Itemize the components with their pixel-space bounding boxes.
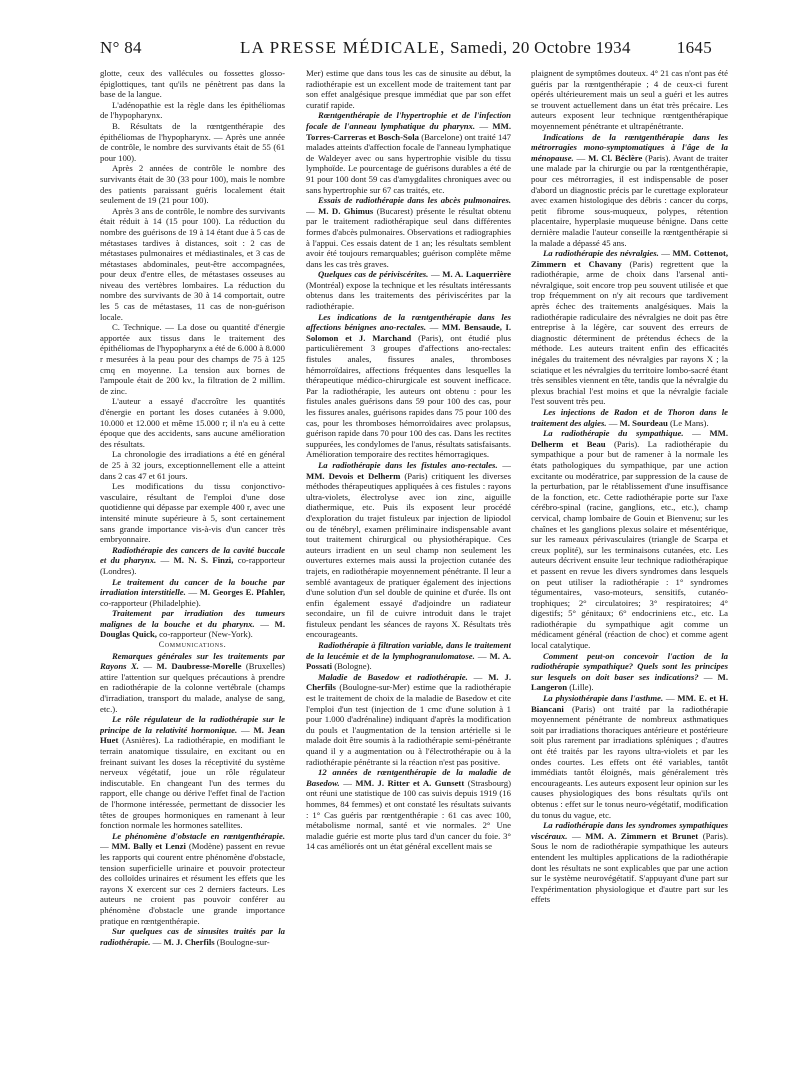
entry-title: La radiothérapie dans les fistules ano-rectales. — [318, 459, 498, 470]
abstract-entry — [100, 608, 285, 640]
entry-author: MM. Cottenot, Zimmern et Chavany — [531, 248, 728, 269]
entry-body: (Paris). Avant de traiter une malade par la chirurgie ou par la rœntgenthérapie, pour ces métrorragies, il est indispensable de poser d'abord un diagnostic précis par le curettage explorateur avec examen histologique des débris : cancer du corps, petit fibrome sous-muqueux, polypes, rétention placentaire, hyperplasie muqueuse bénigne. Dans cette dernière maladie l'auteur conseille la rœntgenthérapie si la malade a dépassé 45 ans. — [531, 152, 728, 248]
entry-separator: — — [254, 618, 275, 629]
entry-body: co-rapporteur (New-York). — [159, 629, 253, 640]
entry-separator: — — [306, 205, 319, 216]
abstract-entry — [306, 195, 511, 269]
section-heading: Communications. — [158, 640, 227, 650]
column-2 — [306, 68, 511, 1068]
abstract-entry — [531, 693, 728, 820]
paragraph: B. Résultats de la rœntgenthérapie des épithéliomas de l'hypopharynx. — Après une année de contrôle, le nombre des survivants était de 55 (61 pour 100). — [100, 120, 285, 163]
entry-title: Traitement par irradiation des tumeurs malignes de la bouche et du pharynx. — [100, 608, 285, 629]
paragraph: Les modifications du tissu conjonctivo-vasculaire, résultant de l'emploi d'une dose quotidienne qui dépasse par exemple 400 r, avec une intensité minute supérieure à 5, sont certainement sans grande importance vis-à-vis d'un cancer très embryonnaire. — [100, 481, 285, 545]
entry-separator: — — [467, 671, 489, 682]
page-number: 1645 — [676, 38, 712, 57]
entry-body: co-rapporteur (Londres). — [100, 555, 285, 576]
entry-author: M. N. S. Finzi, — [173, 555, 234, 566]
entry-title: Essais de radiothérapie dans les abcès pulmonaires. — [318, 195, 511, 206]
issue-date: Samedi, 20 Octobre 1934 — [450, 38, 631, 57]
entry-author: M. A. Possati — [306, 650, 511, 672]
column-1 — [100, 68, 285, 1068]
entry-separator: — — [683, 428, 710, 439]
issue-number: N° 84 — [100, 38, 142, 57]
entry-body: co-rapporteur (Philadelphie). — [100, 597, 201, 608]
abstract-entry — [531, 820, 728, 905]
abstract-entry — [306, 460, 511, 640]
entry-title: Maladie de Basedow et radiothérapie. — [318, 671, 468, 682]
entry-body: (Barcelone) ont traité 147 malades atteints d'affection focale de l'anneau lymphatique de Waldeyer avec ou sans hypertrophie visible du tissu lymphoïde. Le pourcentage de guérisons durables a été de 91 pour 100 dont 59 cas d'amygdalites chroniques avec ou sans hypertrophie sur 67 cas traités, etc. — [306, 131, 511, 195]
page-header — [100, 38, 712, 64]
entry-title: La radiothérapie des névralgies. — [543, 248, 659, 259]
entry-title: La radiothérapie du sympathique. — [543, 428, 684, 439]
journal-title: LA PRESSE MÉDICALE, — [240, 38, 446, 57]
entry-title: Les indications de la rœntgenthérapie dans les affections bénignes ano-rectales. — [306, 311, 511, 333]
entry-separator: — — [474, 650, 490, 661]
abstract-entry — [306, 672, 511, 767]
entry-title: Comment peut-on concevoir l'action de la radiothérapie sympathique? Quels sont les principes sur lesquels on doit baser ses indications? — [531, 650, 728, 682]
entry-author: M. J. Cherfils — [163, 936, 215, 947]
entry-separator: — — [339, 777, 356, 788]
entry-separator: — — [156, 555, 174, 566]
entry-separator: — — [185, 587, 200, 598]
entry-separator: — — [658, 248, 673, 259]
entry-title: Les injections de Radon et de Thoron dans le traitement des algies. — [531, 407, 728, 428]
entry-separator: — — [475, 120, 493, 131]
entry-separator: — — [428, 269, 443, 280]
entry-author: MM. Delherm et Beau — [531, 428, 728, 449]
entry-body: (Le Mans). — [670, 417, 709, 428]
paragraph-continued: plaignent de symptômes douteux. 4° 21 cas n'ont pas été guéris par la rœntgenthérapie ; 4 de ceux-ci furent opérés ultérieurement mais un seul a guéri et les autres se trouvent actuellement dans un état très précaire. Les auteurs exposent leur technique rœntgenthérapique moyennement pénétrante et ultrapénétrante. — [531, 68, 728, 131]
entry-author: MM. J. Ritter et A. Gunsett — [355, 777, 465, 788]
entry-author: M. Daubresse-Morelle — [156, 661, 242, 672]
entry-title: Sur quelques cas de sinusites traités par la radiothérapie. — [100, 926, 285, 947]
entry-author: M. Jean Huet — [100, 724, 285, 746]
abstract-entry — [531, 651, 728, 693]
entry-title: Indications de la rœntgenthérapie dans les métrorragies mono-symptomatiques à l'âge de la ménopause. — [531, 131, 728, 163]
entry-body: (Strasbourg) ont réuni une statistique de 100 cas suivis depuis 1919 (16 hommes, 84 femmes) et ont constaté les résultats suivants : 1° Cas guéris par rœntgenthérapie : 61 cas avec 100, métabolisme normal, santé et vie normales. 2° Une maladie guérie est morte plus tard d'un cancer du foie. 3° 14 cas améliorés ont un état général excellent mais se — [306, 777, 511, 852]
entry-separator: — — [237, 724, 254, 735]
entry-separator: — — [100, 841, 112, 852]
entry-separator: — — [138, 661, 157, 672]
entry-title: Remarques générales sur les traitements par Rayons X. — [100, 650, 285, 672]
paragraph: La chronologie des irradiations a été en général de 25 à 32 jours, exceptionnellement elle a atteint dans 2 cas 47 et 61 jours. — [100, 449, 285, 481]
entry-author: M. J. Cherfils — [306, 671, 511, 693]
entry-body: (Montréal) expose la technique et les résultats intéressants obtenus dans les traitements des périviscérites par la radiothérapie. — [306, 279, 511, 312]
paragraph: Après 2 années de contrôle le nombre des survivants était de 30 (33 pour 100), mais le nombre des patients paraissant guéris localement était seulement de 19 (21 pour 100). — [100, 163, 285, 206]
entry-author: MM. Devois et Delherm — [306, 470, 401, 481]
entry-author: M. A. Laquerrière — [442, 269, 511, 280]
entry-separator: — — [606, 417, 620, 428]
entry-space — [622, 259, 630, 269]
entry-author: M. Douglas Quick, — [100, 618, 285, 640]
entry-body: (Bologne). — [334, 661, 372, 672]
entry-title: Le rôle régulateur de la radiothérapie sur le principe de la relativité hormonique. — [100, 714, 285, 735]
entry-separator: — — [426, 322, 442, 333]
entry-separator: — — [698, 671, 718, 682]
entry-separator: — — [573, 152, 589, 163]
paragraph: L'adénopathie est la règle dans les épithéliomas de l'hypopharynx. — [100, 99, 285, 121]
entry-title: Rœntgenthérapie de l'hypertrophie et de l'infection focale de l'anneau lymphatique du pharynx. — [306, 110, 511, 131]
abstract-entry — [531, 428, 728, 650]
entry-title: Le traitement du cancer de la bouche par irradiation interstitielle. — [100, 576, 285, 598]
entry-body: (Boulogne-sur- — [216, 936, 270, 947]
entry-body: (Bucarest) présente le résultat obtenu par le traitement radiothérapique seul dans différentes formes d'abcès pulmonaires. Observations et radiographies à l'appui. Ces essais datent de 1 an; les résultats semblent avoir été toujours remarquables; guérison complète même dans les cas très graves. — [306, 205, 511, 269]
entry-space — [606, 439, 614, 449]
entry-separator: — — [497, 459, 511, 470]
abstract-entry — [100, 831, 285, 926]
entry-author: MM. Bensaude, I. Solomon et J. Marchand — [306, 322, 511, 343]
entry-body: (Lille). — [569, 682, 594, 693]
entry-separator: — — [567, 830, 586, 841]
entry-author: MM. Torres-Carreras et Bosch-Sola — [306, 120, 511, 142]
paragraph-continued: glotte, ceux des vallécules ou fossettes glosso-épiglottiques, tant qu'ils ne pénètrent pas dans la base de la langue. — [100, 68, 285, 100]
paragraph: Après 3 ans de contrôle, le nombre des survivants était réduit à 14 (15 pour 100). La réduction du nombre des guérisons de 19 à 14 étant due à 5 cas de métastases tardives à distances, soit : 2 cas de métastases pulmonaires et médiastinales, et 3 cas de métastases abdominales, peut-être accompagnées, pour deux d'entre elles, de métastases osseuses au niveau des vertèbres lombaires. La réduction du nombre des survivants de 30 à 14 comportait, outre les 5 cas de métastases, 11 cas de non-guérison locale. — [100, 205, 285, 322]
entry-body: (Paris). Sous le nom de radiothérapie sympathique les auteurs entendent les multiples applications de la radiothérapie dont les résultats ne sont explicables que par une action sur le système neurovégétatif. S'appuyant d'une part sur l'expérimentation physiologique et d'autre part sur les effets — [531, 830, 728, 905]
entry-author: MM. A. Zimmern et Brunet — [585, 830, 699, 841]
entry-title: La physiothérapie dans l'asthme. — [543, 693, 664, 704]
entry-author: MM. Bally et Lenzi — [111, 841, 186, 852]
entry-title: Le phénomène d'obstacle en rœntgenthérapie. — [112, 830, 285, 841]
abstract-entry — [306, 269, 511, 311]
entry-body: (Paris) critiquent les diverses méthodes thérapeutiques appliquées à ces fistules : rayons ultra-violets, électrolyse avec ion zinc, aiguille diathermique, etc. Puis ils exposent leur procédé d'exploration du trajet fistuleux par injection de lipiodol ou de ténébryl, examen préliminaire indispensable avant tout traitement chirurgical ou physiothérapique. Ces auteurs irradient en un seul champ non seulement les ouvertures externes mais aussi la projection cutanée des trajets, en radiothérapie moyennement pénétrante. Il leur a semblé avantageux de pratiquer également des injections d'une solution d'un sel double de quinine et d'urée. Ils ont enfin également essayé d'adjoindre un radiateur secondaire, un fil de cuivre introduit dans le trajet fistuleux pendant les séances de rayons X. Résultats très encourageants. — [306, 470, 511, 640]
entry-body: (Modène) passent en revue les rapports qui courent entre phénomène d'obstacle, tension superficielle urinaire et pouvoir protecteur des colloïdes urinaires et résument les effets que les rayons X exercent sur ces 2 derniers facteurs. Les auteurs ne croient pas pouvoir conférer au phénomène d'obstacle une grande importance pratique en rœntgenthérapie. — [100, 841, 285, 926]
paragraph: C. Technique. — La dose ou quantité d'énergie apportée aux tissus dans le traitement des épithéliomas de l'hypopharynx a été de 6.000 à 8.000 r mesurées à la peau pour des champs de 75 à 125 cmq en moyenne. La tension aux bornes de l'ampoule était de 200 kv., la filtration de 2 millim. de zinc. — [100, 322, 285, 396]
entry-body: (Paris) regrettent que la radiothérapie, arme de choix dans l'arsenal anti-névralgique, soit encore trop peu souvent utilisée et que trop fréquemment on n'y ait recours que tardivement après échec des traitements analgésiques. Mais la radiothérapie radiculaire des névralgies ne doit pas être entreprise à la légère, car souvent des erreurs de diagnostic déterminent de prétendus échecs de la méthode. Les auteurs traitent enfin des efficacités inégales du traitement des névralgies par rayons X ; la sciatique et les névralgies du territoire lombo-sacré étant très sensibles viennent en tête, tandis que la névralgie du plexus brachial l'est moins et que la névralgie faciale l'est souvent très peu. — [531, 258, 728, 407]
entry-title: La radiothérapie dans les syndromes sympathiques viscéraux. — [531, 820, 728, 841]
entry-title: Radiothérapie des cancers de la cavité buccale et du pharynx. — [100, 544, 285, 566]
column-3 — [531, 68, 728, 1068]
paragraph-continued: Mer) estime que dans tous les cas de sinusite au début, la radiothérapie est un excellent mode de traitement tant par son effet analgésique presque immédiat que par son effet curatif rapide. — [306, 68, 511, 110]
entry-author: M. Langeron — [531, 671, 728, 693]
abstract-entry — [306, 110, 511, 195]
entry-body: (Asnières). La radiothérapie, en modifiant le terrain anatomique tissulaire, en excitant ou en freinant suivant les doses la réceptivité du système nerveux végétatif, joue un rôle régulateur indiscutable. En changeant l'un des termes du rapport, elle change ou dérive l'effet final de l'action de l'hormone intéressée, permettant de dissocier les têtes de groupes hormoniques en ramenant à leur fonction normale les hormones satellites. — [100, 735, 285, 831]
abstract-entry — [531, 407, 728, 428]
entry-body: (Paris). La radiothérapie du sympathique a pour but de ramener à la normale les états pathologiques du sympathique, par une action excitante ou modératrice, par suppression de la cause de la perturbation, par le rétablissement d'une insuffisance de la fonction, etc. Cette radiothérapie porte sur l'axe cérébro-spinal (racine, ganglions, etc., etc.), champ cervical, champ lombaire de Gouin et Bienvenu; sur les chaînes et les ganglions plexus solaire et mésentérique, sur les rameaux périvasculaires (triangle de Scarpa et creux poplité), sur les terminaisons cutanées, etc. Les auteurs décrivent ensuite leur technique radiothérapique et passent en revue les divers syndromes dans lesquels on peut utiliser la radiothérapie : 1° syndromes tégumentaires, vaso-moteurs, sensitifs, cutanéo-trophiques; 2° circulatoires; 3° respiratoires; 4° digestifs; 5° génitaux; 6° endocriniens etc., etc. La radiothérapie du sympathique agit comme un médicament général (réaction de choc) et comme agent local catalytique. — [531, 438, 728, 651]
entry-title: Radiothérapie à filtration variable, dans le traitement de la leucémie et de la lymphogranulomatose. — [306, 640, 511, 661]
abstract-entry — [100, 714, 285, 831]
abstract-entry — [100, 926, 285, 947]
abstract-entry — [306, 640, 511, 672]
entry-body: (Bruxelles) attire l'attention sur quelques précautions à prendre en radiothérapie de la colonne vertébrale (champs d'irradiation, transport du malade, analyse de sang, etc.). — [100, 661, 285, 714]
paragraph: L'auteur a essayé d'accroître les quantités d'énergie en portant les doses cutanées à 9.000, 10.000 et 12.000 et même 15.000 r; il n'a eu à cette époque que des accidents, sans aucune amélioration des résultats. — [100, 396, 285, 449]
entry-separator: — — [150, 936, 164, 947]
entry-body: (Paris) ont traité par la radiothérapie moyennement pénétrante de nombreux asthmatiques soit par irradiations thoraciques antérieure et postérieure soit plus rarement par irradiations spléniques ; d'autres ont été traités par les rayons ultra-violets et par les ondes courtes. Les effets ont été variables, tantôt immédiats tantôt éloignés, mais généralement très encourageants. Les auteurs exposent leur opinion sur les causes physiologiques des bons résultats qu'ils ont obtenus : effet sur le tonus neuro-végétatif, modification du tonus du vague, etc. — [531, 703, 728, 820]
abstract-entry — [100, 651, 285, 715]
entry-author: M. Cl. Béclère — [588, 152, 643, 163]
entry-body: (Paris), ont étudié plus particulièrement 3 groupes d'affections ano-rectales: fistules anales, fissures anales, thromboses hémorroïdaires, affections fréquentes dans lesquelles la thérapeutique médico-chirurgicale est souvent inefficace. Par la radiothérapie, les auteurs ont obtenu : pour les fistules anales guérisons dans 59 pour 100 des cas, pour les fissures anales, guérisons rapides dans 75 pour 100 des cas, pour les thromboses hémorroïdaires avec prolapsus, guérison rapide dans 70 pour 100 des cas. Dans les rectites suppurées, les condylomes de l'anus, résultats satisfaisants. Amélioration temporaire des rectites hémorragiques. — [306, 332, 511, 460]
abstract-entry — [531, 248, 728, 407]
journal-header — [240, 38, 631, 58]
abstract-entry — [306, 312, 511, 460]
abstract-entry — [531, 132, 728, 249]
entry-author: M. Sourdeau — [619, 417, 668, 428]
entry-author: M. Georges E. Pfahler, — [199, 587, 285, 598]
entry-title: Quelques cas de périviscérites. — [318, 269, 429, 280]
abstract-entry — [100, 545, 285, 577]
entry-separator: — — [663, 693, 678, 704]
entry-body: (Boulogne-sur-Mer) estime que la radiothérapie est le traitement de choix de la maladie de Basedow et cite l'emploi d'un test (injection de 1 cmc d'une solution à 1 pour 1.000 d'adrénaline) indiquant d'après la modification du pouls et l'augmentation de la tension artérielle si le malade doit être soumis à la radiothérapie semi-pénétrante quand il y a augmentation ou à l'électrothérapie ou à la radiothérapie pénétrante si la réaction n'est pas positive. — [306, 682, 511, 767]
entry-author: MM. E. et H. Biancani — [531, 693, 728, 714]
entry-title: 12 années de rœntgenthérapie de la maladie de Basedow. — [306, 767, 511, 788]
abstract-entry — [100, 577, 285, 609]
entry-space — [564, 704, 572, 714]
entry-author: M. D. Ghimus — [318, 205, 374, 216]
abstract-entry — [306, 767, 511, 852]
